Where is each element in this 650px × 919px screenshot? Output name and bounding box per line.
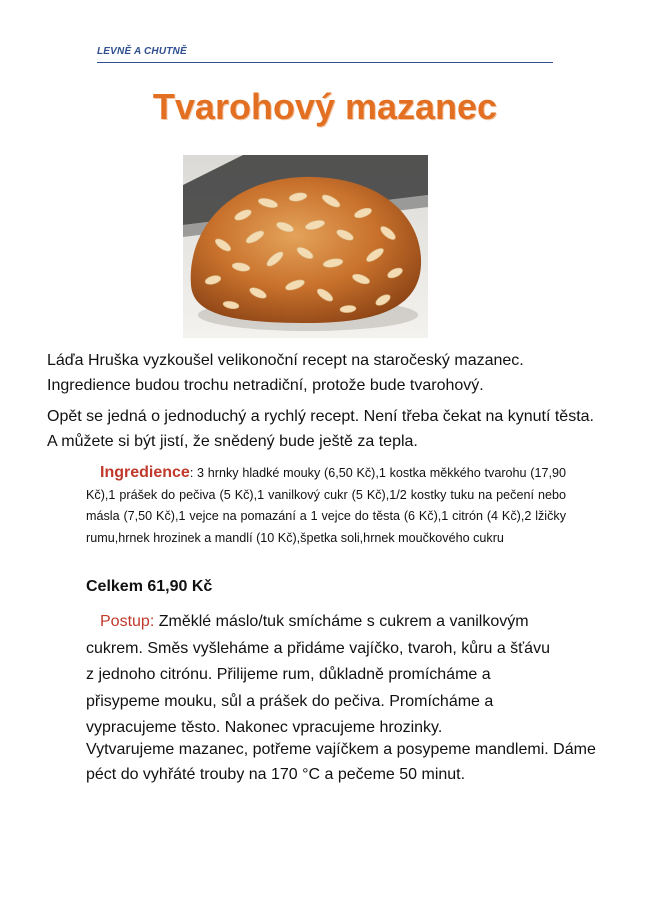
ingredients-label: Ingredience [100, 464, 190, 481]
procedure-text: Změklé máslo/tuk smícháme s cukrem a vanilkovým cukrem. Směs vyšleháme a přidáme vajíčko, tvaroh, kůru a šťávu z jednoho citrónu. Přilijeme rum, důkladně promícháme a přisypeme mouku, sůl a prášek do pečiva. Promícháme a vypracujeme těsto. Nakonec vpracujeme hrozinky. [86, 613, 550, 736]
procedure-label: Postup: [100, 613, 155, 630]
page-title: Tvarohový mazanec [152, 86, 498, 127]
header-label: LEVNĚ A CHUTNĚ [97, 46, 187, 57]
mazanec-photo [183, 155, 428, 338]
ingredients-text: : 3 hrnky hladké mouky (6,50 Kč),1 kostka měkkého tvarohu (17,90 Kč),1 prášek do pečiva (5 Kč),1 vanilkový cukr (5 Kč),1/2 kostky tuku na pečení nebo másla (7,50 Kč),1 vejce na pomazání a 1 vejce do těsta (6 Kč),1 citrón (4 Kč),2 lžičky rumu,hrnek hrozinek a mandlí (10 Kč),špetka soli,hrnek moučkového cukru [86, 466, 566, 545]
ingredients-paragraph [86, 462, 566, 549]
final-paragraph: Vytvarujeme mazanec, potřeme vajíčkem a posypeme mandlemi. Dáme péct do vyhřáté trouby na 170 °C a pečeme 50 minut. [86, 741, 596, 783]
intro-paragraph-1: Láďa Hruška vyzkoušel velikonoční recept na staročeský mazanec. Ingredience budou trochu netradiční, protože bude tvarohový. [47, 352, 524, 394]
total-price: Celkem 61,90 Kč [86, 578, 213, 595]
mazanec-illustration [183, 155, 428, 338]
procedure-paragraph [86, 609, 556, 742]
page-header [97, 41, 553, 63]
intro-paragraph-2: Opět se jedná o jednoduchý a rychlý recept. Není třeba čekat na kynutí těsta. A můžete si být jistí, že snědený bude ještě za tepla. [47, 408, 594, 450]
